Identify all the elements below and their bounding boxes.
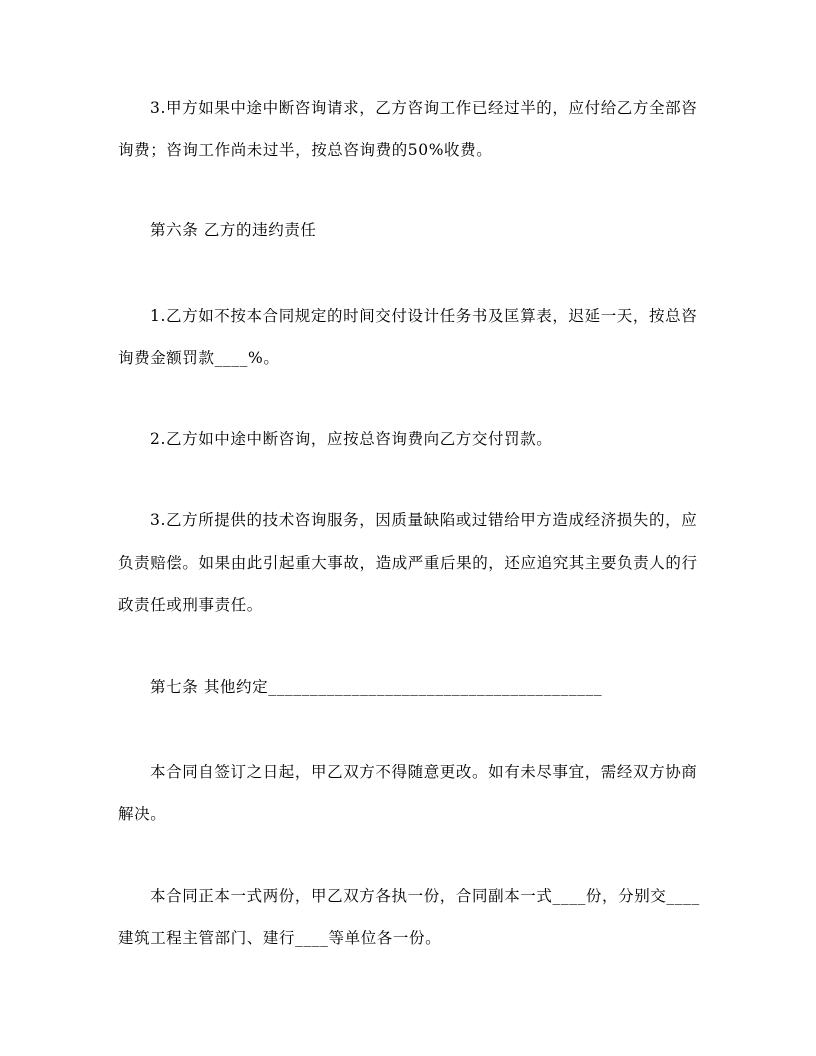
section-7-heading: 第七条 其他约定________________________________________ bbox=[150, 678, 603, 696]
paragraph-7-line-2: 解决。 bbox=[118, 805, 167, 823]
paragraph-3-line-1: 1.乙方如不按本合同规定的时间交付设计任务书及匡算表，迟延一天，按总咨 bbox=[150, 307, 698, 325]
paragraph-4-line-1: 2.乙方如中途中断咨询，应按总咨询费向乙方交付罚款。 bbox=[150, 430, 553, 448]
paragraph-5-line-1: 3.乙方所提供的技术咨询服务，因质量缺陷或过错给甲方造成经济损失的，应 bbox=[150, 511, 698, 529]
paragraph-5-line-2: 负责赔偿。如果由此引起重大事故，造成严重后果的，还应追究其主要负责人的行 bbox=[118, 554, 698, 572]
paragraph-8-line-1: 本合同正本一式两份，甲乙双方各执一份，合同副本一式____份，分别交____ bbox=[150, 887, 700, 905]
paragraph-8-line-2: 建筑工程主管部门、建行____等单位各一份。 bbox=[118, 929, 442, 947]
section-6-heading: 第六条 乙方的违约责任 bbox=[150, 221, 317, 239]
paragraph-1-line-2: 询费；咨询工作尚未过半，按总咨询费的50%收费。 bbox=[118, 141, 493, 159]
paragraph-5-line-3: 政责任或刑事责任。 bbox=[118, 596, 263, 614]
paragraph-3-line-2: 询费金额罚款____%。 bbox=[118, 349, 280, 367]
paragraph-1-line-1: 3.甲方如果中途中断咨询请求，乙方咨询工作已经过半的，应付给乙方全部咨 bbox=[150, 99, 698, 117]
paragraph-7-line-1: 本合同自签订之日起，甲乙双方不得随意更改。如有未尽事宜，需经双方协商 bbox=[150, 763, 698, 781]
